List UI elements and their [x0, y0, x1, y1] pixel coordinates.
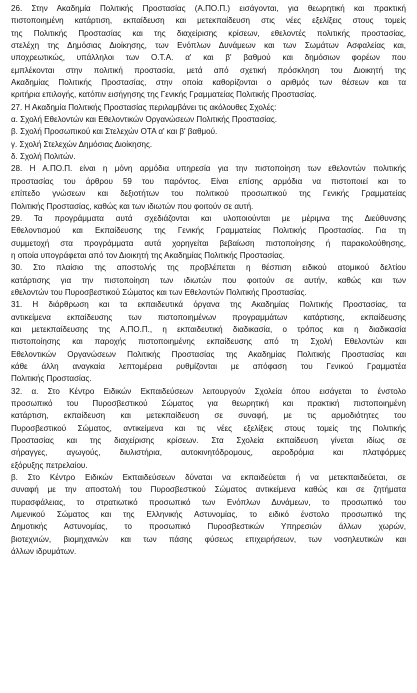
text-line: συμμετοχή στα προγράμματα αυτά χορηγείται βεβαίωση πιστοποίησης ή παρακολούθησης,: [11, 238, 406, 248]
text-line: βιοτεχνιών, βιομηχανιών και των πάσης φύσεως επιχειρήσεων, των νοσηλευτικών και: [11, 534, 406, 544]
text-line: Ακαδημίας Πολιτικής Προστασίας, στην οποία καθορίζονται ο αριθμός των θέσεων και τα: [11, 78, 406, 88]
text-line: η οποία υπογράφεται από τον Διοικητή της Ακαδημίας Πολιτικής Προστασίας.: [11, 250, 285, 260]
text-line: κατάρτισης για την πιστοποίηση των ιδιωτών που φοιτούν σε αυτήν, καθώς και των: [11, 275, 406, 285]
text-line: εξόρυξης πετρελαίου.: [11, 460, 88, 470]
text-line: προσωπικό του Πυροσβεστικού Σώματος για θεωρητική και πρακτική πιστοποιημένη: [11, 399, 406, 408]
text-line: Λιμενικού Σώματος και της Ελληνικής Αστυνομίας, το ειδικό ένστολο προσωπικό της: [11, 510, 406, 520]
text-line: της Πολιτικής Προστασίας και της διαχείρισης κρίσεων, εθελοντές πολιτικής προστασίας,: [11, 28, 406, 38]
text-line: Πολιτικής Προστασίας.: [11, 374, 92, 384]
text-line: άλλων ιδρυμάτων.: [11, 547, 77, 557]
text-line: γ. Σχολή Στελεχών Δημόσιας Διοίκησης.: [11, 139, 153, 149]
text-line: και μετεκπαίδευσης της Α.ΠΟ.Π., η εκπαιδευτική διαδικασία, ο τρόπος και η διαδικασία: [11, 324, 406, 334]
text-line: συναφή με την αποστολή του Πυροσβεστικού Σώματος αντικείμενα καθώς και σε ζητήματα: [11, 485, 406, 495]
text-line: εθελοντών του Πυροσβεστικού Σώματος και των Εθελοντών Πολιτικής Προστασίας.: [11, 287, 307, 297]
text-line: επίπεδο γνώσεων και δεξιοτήτων του πολιτικού προσωπικού της Γενικής Γραμματείας: [11, 189, 406, 199]
text-line: Πολιτικής Προστασίας, καθώς και των ιδιωτών που φοιτούν σε αυτή.: [11, 201, 254, 211]
text-line: υποχρεωτικώς, υπάλληλοι των Ο.Τ.Α. α' και β' βαθμού και δημόσιων φορέων που: [11, 53, 406, 63]
text-line: αντικείμενα εκπαίδευσης των πιστοποιημένων προγραμμάτων κατάρτισης, εκπαίδευσης: [11, 312, 406, 322]
text-line: στελέχη της Δημόσιας Διοίκησης, των Ενόπλων Δυνάμεων και των Σωμάτων Ασφαλείας και,: [11, 41, 406, 51]
text-line: Δημοτικής Αστυνομίας, το προσωπικό Πυροσβεστικών Υπηρεσιών άλλων χωρών,: [11, 522, 406, 532]
text-line: πυρασφάλειας, το στρατιωτικό προσωπικό των Ενόπλων Δυνάμεων, το προσωπικό του: [11, 497, 406, 507]
text-line: Πυροσβεστικού Σώματος, αντικείμενα και τις νέες εξελίξεις στους τομείς της Πολιτικής: [11, 423, 406, 433]
text-line: 26. Στην Ακαδημία Πολιτικής Προστασίας (Α.ΠΟ.Π.) εισάγονται, για θεωρητική και πρακτική: [11, 4, 406, 13]
text-line: α. Σχολή Εθελοντών και Εθελοντικών Οργανώσεων Πολιτικής Προστασίας.: [11, 115, 277, 125]
text-line: β. Σχολή Προσωπικού και Στελεχών ΟΤΑ α' και β' βαθμού.: [11, 127, 218, 137]
text-line: Προστασίας και της διαχείρισης κρίσεων. Στα Σχολεία εκπαίδευση γίνεται ιδίως σε: [11, 436, 406, 446]
text-line: κριτήρια επιλογής, κατόπιν εισήγησης της Γενικής Γραμματείας Πολιτικής Προστασίας.: [11, 90, 317, 100]
text-line: 29. Τα προγράμματα αυτά σχεδιάζονται και υλοποιούνται με μέριμνα της Διεύθυνσης: [11, 213, 406, 223]
text-line: εμπλέκονται στην πολιτική προστασία, μετά από σχετική πρόσκληση του Διοικητή της: [11, 65, 406, 75]
text-line: 28. Η Α.ΠΟ.Π. είναι η μόνη αρμόδια υπηρεσία για την πιστοποίηση των εθελοντών πολιτικής: [11, 164, 406, 174]
text-line: προστασίας του άρθρου 59 του παρόντος. Είναι επίσης αρμόδια να πιστοποιεί και το: [11, 176, 406, 186]
text-line: 31. Η διάρθρωση και τα εκπαιδευτικά όργανα της Ακαδημίας Πολιτικής Προστασίας, τα: [11, 300, 406, 310]
text-line: 27. Η Ακαδημία Πολιτικής Προστασίας περιλαμβάνει τις ακόλουθες Σχολές:: [11, 102, 277, 112]
text-line: β. Στο Κέντρο Ειδικών Εκπαιδεύσεων δύναται να εκπαιδεύεται ή να μετεκπαιδεύεται, σε: [11, 473, 406, 483]
text-line: πιστοποίησης και παροχής πιστοποιημένης εκπαίδευσης από τη Σχολή Εθελοντών και: [11, 337, 406, 347]
text-line: κάθε άλλη αναγκαία λεπτομέρεια ρυθμίζονται με απόφαση του Γενικού Γραμματέα: [11, 361, 406, 371]
text-line: κατάρτιση, εκπαίδευση και μετεκπαίδευση σε συναφή, με τις αρμοδιότητες του: [11, 411, 406, 421]
text-line: δ. Σχολή Πολιτών.: [11, 152, 76, 162]
text-line: σήραγγες, αγωγούς, διυλιστήρια, αυτοκινητόδρομους, αεροδρόμια και πλατφόρμες: [11, 448, 406, 458]
text-line: 32. α. Στο Κέντρο Ειδικών Εκπαιδεύσεων λειτουργούν Σχολεία όπου εισάγεται το ένστολο: [11, 386, 406, 396]
text-line: 30. Στο πλαίσιο της αποστολής της προβλέπεται η θέσπιση ειδικού ατομικού δελτίου: [11, 263, 406, 273]
text-line: Εθελοντικών Οργανώσεων Πολιτικής Προστασίας της Ακαδημίας Πολιτικής Προστασίας και: [11, 349, 406, 359]
text-line: Εθελοντισμού και Εκπαίδευσης της Γενικής Γραμματείας Πολιτικής Προστασίας. Για τη: [11, 226, 406, 236]
text-line: πιστοποιημένη κατάρτιση, εκπαίδευση και μετεκπαίδευση στις νέες εξελίξεις στους τομείς: [11, 16, 406, 26]
